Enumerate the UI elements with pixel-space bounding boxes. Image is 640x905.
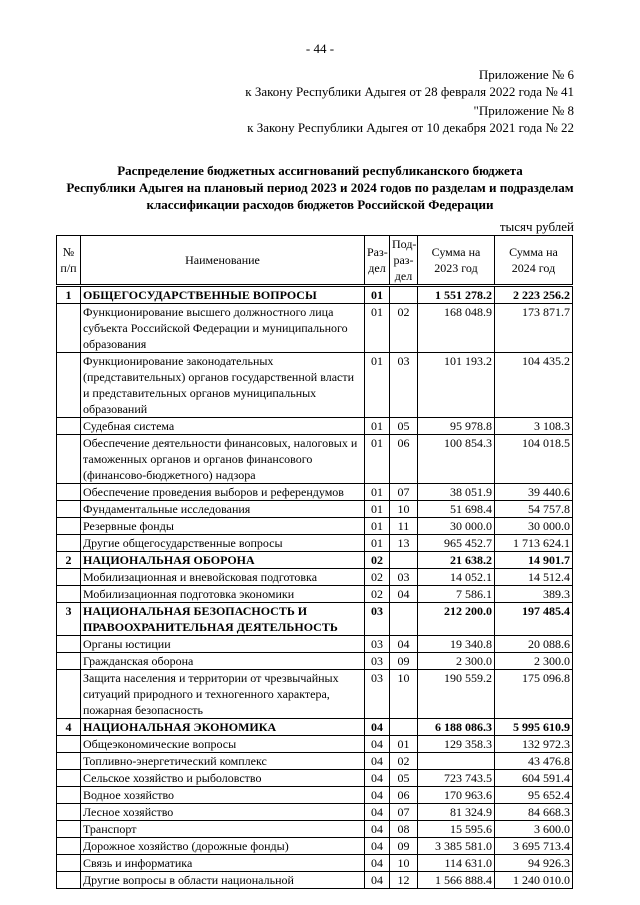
cell-num [57,838,81,855]
cell-name: Защита населения и территории от чрезвычайных ситуаций природного и техногенного характера, пожарная безопасность [81,670,365,719]
cell-section: 04 [365,804,390,821]
cell-num [57,653,81,670]
cell-sum-2024: 39 440.6 [495,484,573,501]
cell-num [57,484,81,501]
cell-num [57,770,81,787]
table-row [57,736,573,753]
header-subsection: Под-раз-дел [390,236,418,286]
cell-name: Обеспечение деятельности финансовых, налоговых и таможенных органов и органов финансового (финансово-бюджетного) надзора [81,435,365,484]
cell-section: 02 [365,569,390,586]
table-row [57,787,573,804]
cell-sum-2023: 15 595.6 [418,821,495,838]
cell-subsection: 13 [390,535,418,552]
cell-name: Функционирование законодательных (представительных) органов государственной власти и представительных органов муниципальных образований [81,353,365,418]
cell-num [57,353,81,418]
document-title [40,162,600,213]
document-title-line-3: классификации расходов бюджетов Российской Федерации [146,197,494,212]
cell-name: Функционирование высшего должностного лица субъекта Российской Федерации и муниципального образования [81,304,365,353]
cell-sum-2023: 168 048.9 [418,304,495,353]
cell-section: 04 [365,736,390,753]
cell-name: Водное хозяйство [81,787,365,804]
cell-section: 01 [365,304,390,353]
cell-subsection: 10 [390,501,418,518]
cell-section: 03 [365,653,390,670]
header-name: Наименование [81,236,365,286]
cell-section: 01 [365,435,390,484]
appendix-8-title: "Приложение № 8 [473,103,574,118]
cell-sum-2024: 1 713 624.1 [495,535,573,552]
cell-sum-2023: 114 631.0 [418,855,495,872]
cell-sum-2024: 197 485.4 [495,603,573,636]
document-title-line-2: Республики Адыгея на плановый период 2023 и 2024 годов по разделам и подразделам [66,180,574,195]
cell-num [57,787,81,804]
cell-sum-2023: 2 300.0 [418,653,495,670]
cell-section: 01 [365,286,390,304]
cell-name: Топливно-энергетический комплекс [81,753,365,770]
table-row [57,653,573,670]
cell-section: 04 [365,838,390,855]
cell-sum-2023: 51 698.4 [418,501,495,518]
cell-subsection: 06 [390,435,418,484]
table-row [57,872,573,889]
table-section-row [57,603,573,636]
cell-subsection: 09 [390,653,418,670]
cell-name: Связь и информатика [81,855,365,872]
cell-section: 02 [365,586,390,603]
cell-section: 03 [365,636,390,653]
table-row [57,821,573,838]
cell-sum-2024: 604 591.4 [495,770,573,787]
cell-section: 01 [365,535,390,552]
cell-sum-2023: 101 193.2 [418,353,495,418]
cell-num [57,670,81,719]
cell-num: 1 [57,286,81,304]
cell-name: Транспорт [81,821,365,838]
table-row [57,753,573,770]
cell-name: Органы юстиции [81,636,365,653]
cell-subsection: 06 [390,787,418,804]
cell-sum-2024: 43 476.8 [495,753,573,770]
cell-sum-2024: 389.3 [495,586,573,603]
cell-sum-2023: 723 743.5 [418,770,495,787]
cell-sum-2024: 94 926.3 [495,855,573,872]
cell-num [57,636,81,653]
cell-subsection: 07 [390,804,418,821]
table-row [57,636,573,653]
cell-sum-2024: 5 995 610.9 [495,719,573,736]
cell-sum-2023: 7 586.1 [418,586,495,603]
cell-subsection: 08 [390,821,418,838]
cell-num [57,435,81,484]
appendix-8-header [247,102,574,136]
cell-sum-2023: 3 385 581.0 [418,838,495,855]
cell-subsection: 05 [390,418,418,435]
cell-num [57,804,81,821]
cell-sum-2024: 14 901.7 [495,552,573,569]
cell-num [57,753,81,770]
cell-subsection: 11 [390,518,418,535]
cell-num [57,304,81,353]
cell-name: Общеэкономические вопросы [81,736,365,753]
table-section-row [57,552,573,569]
table-row [57,435,573,484]
cell-sum-2023: 19 340.8 [418,636,495,653]
cell-section: 02 [365,552,390,569]
cell-sum-2023: 38 051.9 [418,484,495,501]
appendix-6-header [245,66,574,100]
cell-sum-2024: 175 096.8 [495,670,573,719]
cell-subsection: 04 [390,636,418,653]
cell-sum-2023: 170 963.6 [418,787,495,804]
cell-section: 04 [365,719,390,736]
cell-name: Дорожное хозяйство (дорожные фонды) [81,838,365,855]
table-row [57,518,573,535]
appendix-6-title: Приложение № 6 [478,67,574,82]
cell-section: 04 [365,787,390,804]
cell-sum-2024: 1 240 010.0 [495,872,573,889]
cell-sum-2024: 30 000.0 [495,518,573,535]
unit-label: тысяч рублей [499,219,574,234]
cell-num: 3 [57,603,81,636]
cell-sum-2023 [418,753,495,770]
cell-sum-2023: 100 854.3 [418,435,495,484]
table-row [57,535,573,552]
cell-name: НАЦИОНАЛЬНАЯ ОБОРОНА [81,552,365,569]
cell-sum-2024: 2 223 256.2 [495,286,573,304]
cell-sum-2023: 30 000.0 [418,518,495,535]
cell-num [57,535,81,552]
table-row [57,569,573,586]
cell-subsection: 10 [390,670,418,719]
header-sum-2024: Сумма на 2024 год [495,236,573,286]
budget-allocation-table [56,235,573,889]
cell-sum-2024: 3 108.3 [495,418,573,435]
cell-section: 01 [365,353,390,418]
cell-sum-2024: 132 972.3 [495,736,573,753]
table-row [57,586,573,603]
cell-num [57,821,81,838]
table-row [57,838,573,855]
cell-subsection: 10 [390,855,418,872]
cell-sum-2024: 104 018.5 [495,435,573,484]
cell-section: 01 [365,518,390,535]
cell-subsection: 04 [390,586,418,603]
cell-subsection [390,719,418,736]
cell-section: 04 [365,872,390,889]
table-row [57,501,573,518]
cell-sum-2024: 173 871.7 [495,304,573,353]
cell-sum-2023: 21 638.2 [418,552,495,569]
cell-subsection: 09 [390,838,418,855]
cell-sum-2023: 1 566 888.4 [418,872,495,889]
cell-subsection: 07 [390,484,418,501]
table-row [57,804,573,821]
cell-name: Гражданская оборона [81,653,365,670]
cell-sum-2023: 6 188 086.3 [418,719,495,736]
appendix-6-law-reference: к Закону Республики Адыгея от 28 февраля 2022 года № 41 [245,84,574,99]
cell-sum-2023: 14 052.1 [418,569,495,586]
table-row [57,418,573,435]
cell-num: 2 [57,552,81,569]
cell-name: Другие общегосударственные вопросы [81,535,365,552]
table-row [57,670,573,719]
cell-section: 01 [365,418,390,435]
table-section-row [57,286,573,304]
cell-subsection: 03 [390,353,418,418]
cell-section: 04 [365,770,390,787]
cell-num [57,736,81,753]
cell-subsection [390,552,418,569]
cell-name: Мобилизационная и вневойсковая подготовка [81,569,365,586]
cell-name: НАЦИОНАЛЬНАЯ ЭКОНОМИКА [81,719,365,736]
cell-num [57,569,81,586]
page-number: - 44 - [305,41,335,56]
cell-section: 01 [365,501,390,518]
cell-num [57,418,81,435]
cell-subsection: 03 [390,569,418,586]
table-section-row [57,719,573,736]
cell-name: Обеспечение проведения выборов и референдумов [81,484,365,501]
table-body [57,286,573,889]
cell-sum-2024: 54 757.8 [495,501,573,518]
table-row [57,353,573,418]
cell-name: Резервные фонды [81,518,365,535]
table-row [57,484,573,501]
cell-sum-2024: 3 695 713.4 [495,838,573,855]
cell-section: 04 [365,821,390,838]
cell-subsection: 02 [390,304,418,353]
cell-subsection [390,603,418,636]
cell-subsection [390,286,418,304]
cell-sum-2024: 20 088.6 [495,636,573,653]
cell-name: НАЦИОНАЛЬНАЯ БЕЗОПАСНОСТЬ И ПРАВООХРАНИТЕЛЬНАЯ ДЕЯТЕЛЬНОСТЬ [81,603,365,636]
table-header-row [57,236,573,286]
cell-num [57,872,81,889]
cell-sum-2023: 81 324.9 [418,804,495,821]
cell-sum-2023: 190 559.2 [418,670,495,719]
cell-section: 01 [365,484,390,501]
cell-section: 04 [365,753,390,770]
cell-name: ОБЩЕГОСУДАРСТВЕННЫЕ ВОПРОСЫ [81,286,365,304]
cell-section: 03 [365,603,390,636]
cell-sum-2024: 84 668.3 [495,804,573,821]
cell-sum-2023: 212 200.0 [418,603,495,636]
table-row [57,770,573,787]
document-title-line-1: Распределение бюджетных ассигнований республиканского бюджета [117,163,523,178]
header-sum-2023: Сумма на 2023 год [418,236,495,286]
cell-num: 4 [57,719,81,736]
cell-num [57,855,81,872]
cell-name: Сельское хозяйство и рыболовство [81,770,365,787]
appendix-8-law-reference: к Закону Республики Адыгея от 10 декабря 2021 года № 22 [247,120,574,135]
cell-name: Фундаментальные исследования [81,501,365,518]
cell-subsection: 01 [390,736,418,753]
cell-sum-2023: 1 551 278.2 [418,286,495,304]
cell-sum-2024: 2 300.0 [495,653,573,670]
cell-subsection: 05 [390,770,418,787]
cell-sum-2023: 965 452.7 [418,535,495,552]
cell-sum-2024: 14 512.4 [495,569,573,586]
cell-name: Лесное хозяйство [81,804,365,821]
cell-num [57,586,81,603]
cell-name: Судебная система [81,418,365,435]
header-num: № п/п [57,236,81,286]
header-section: Раз-дел [365,236,390,286]
cell-section: 04 [365,855,390,872]
cell-subsection: 12 [390,872,418,889]
cell-num [57,518,81,535]
table-row [57,855,573,872]
cell-sum-2023: 95 978.8 [418,418,495,435]
cell-sum-2024: 3 600.0 [495,821,573,838]
table-row [57,304,573,353]
cell-name: Мобилизационная подготовка экономики [81,586,365,603]
cell-sum-2023: 129 358.3 [418,736,495,753]
cell-name: Другие вопросы в области национальной [81,872,365,889]
cell-num [57,501,81,518]
cell-sum-2024: 95 652.4 [495,787,573,804]
cell-subsection: 02 [390,753,418,770]
cell-section: 03 [365,670,390,719]
cell-sum-2024: 104 435.2 [495,353,573,418]
